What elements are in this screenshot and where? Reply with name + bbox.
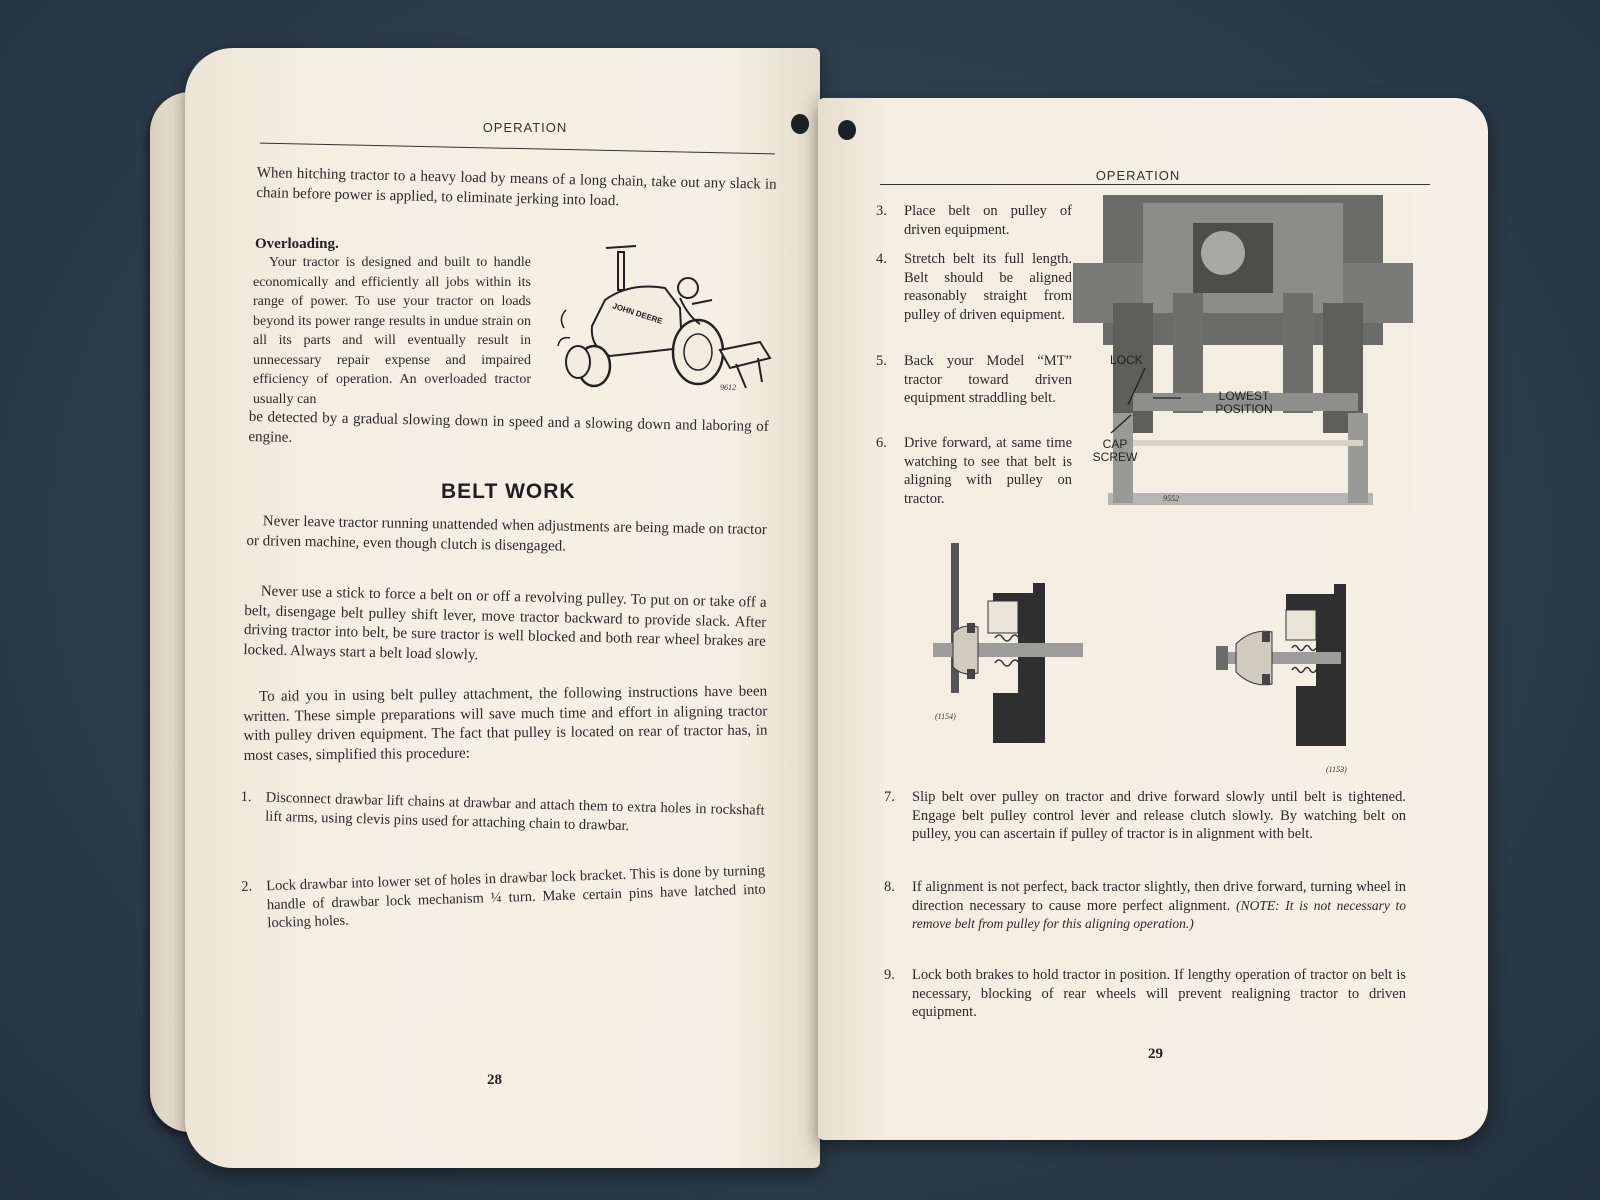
- right-page: [818, 98, 1488, 1140]
- left-page: [185, 48, 820, 1168]
- step-6: 6. Drive forward, at same time watching to see that belt is aligning with pulley on tractor.: [876, 435, 1072, 507]
- step-7: 7. Slip belt over pulley on tractor and drive forward slowly until belt is tightened. Engage belt pulley control lever and release clutch slowly. By watching belt on pulley, you can ascertain if pulley of tractor is in alignment with belt.: [884, 789, 1406, 842]
- overloading-paragraph-cont: be detected by a gradual slowing down in speed and a slowing down and laboring of engine.: [248, 408, 769, 446]
- overloading-paragraph: Your tractor is designed and built to handle economically and efficiently all jobs within its range of power. To use your tractor on loads beyond its power range results in undue strain on all its parts and will eventually result in unnecessary repair expense and impaired efficiency of operation. An overloaded tractor usually can: [253, 255, 531, 407]
- pulley-diagram-disengaged: [1216, 576, 1416, 776]
- header-rule: [260, 143, 775, 155]
- step-8: 8. If alignment is not perfect, back tractor slightly, then drive forward, turning wheel in direction necessary to cause more perfect alignment. (NOTE: It is not necessary to remove belt from pulley for this aligning operation.): [884, 879, 1406, 931]
- cartoon-brand: JOHN DEERE: [611, 301, 664, 326]
- step-4: 4. Stretch belt its full length. Belt should be aligned reasonably straight from pulley of driven equipment.: [876, 251, 1072, 323]
- diagram-code-right: (1153): [1326, 765, 1347, 774]
- overloading-heading: Overloading.: [255, 236, 339, 252]
- header-rule: [880, 184, 1430, 185]
- step-2: 2. Lock drawbar into lower set of holes in drawbar lock bracket. This is done by turning handle of drawbar lock mechanism ¼ turn. Make certain pins have latched into locking holes.: [241, 862, 766, 932]
- cartoon-code: 9612: [720, 383, 736, 392]
- punch-hole: [791, 114, 809, 134]
- pulley-diagram-engaged: [933, 543, 1093, 743]
- page-number: 29: [1148, 1046, 1163, 1062]
- punch-hole: [838, 120, 856, 140]
- step-1: 1. Disconnect drawbar lift chains at drawbar and attach them to extra holes in rockshaft lift arms, using clevis pins used for attaching chain to drawbar.: [240, 788, 765, 834]
- belt-paragraph-3: To aid you in using belt pulley attachment, the following instructions have been written. These simple preparations will save much time and effort in aligning tractor with pulley driven equipment. The fact that pulley is located on rear of tractor has, in most cases, simplified this procedure:: [243, 683, 768, 764]
- section-title-belt-work: BELT WORK: [441, 480, 576, 503]
- step-5: 5. Back your Model “MT” tractor toward driven equipment straddling belt.: [876, 353, 1072, 406]
- running-head: OPERATION: [1095, 168, 1181, 183]
- step-3: 3. Place belt on pulley of driven equipment.: [876, 203, 1072, 238]
- photo-code: 9552: [1163, 494, 1179, 503]
- step-8-note: (NOTE: It is not necessary to remove belt from pulley for this aligning operation.): [912, 897, 1406, 931]
- step-9: 9. Lock both brakes to hold tractor in position. If lengthy operation of tractor on belt is necessary, blocking of rear wheels will prevent realigning tractor to driven equipment.: [884, 967, 1406, 1020]
- belt-paragraph-1: Never leave tractor running unattended when adjustments are being made on tractor or driven machine, even though clutch is disengaged.: [246, 513, 767, 555]
- belt-paragraph-2: Never use a stick to force a belt on or off a revolving pulley. To put on or take off a belt, disengage belt pulley shift lever, move tractor backward to provide slack. After driving tractor into belt, be sure tractor is well blocked and both rear wheel brakes are locked. Always start a belt load slowly.: [243, 583, 767, 663]
- label-lock: LOCK: [1110, 353, 1143, 367]
- label-lowest-position: LOWEST POSITION: [1215, 389, 1273, 416]
- overloaded-tractor-cartoon: [550, 238, 775, 398]
- intro-paragraph: When hitching tractor to a heavy load by means of a long chain, take out any slack in chain before power is applied, to eliminate jerking into load.: [256, 164, 777, 209]
- label-cap-screw: CAP SCREW: [1092, 437, 1138, 464]
- page-number: 28: [487, 1072, 502, 1088]
- diagram-code-left: (1154): [935, 712, 956, 721]
- running-head: OPERATION: [482, 120, 568, 135]
